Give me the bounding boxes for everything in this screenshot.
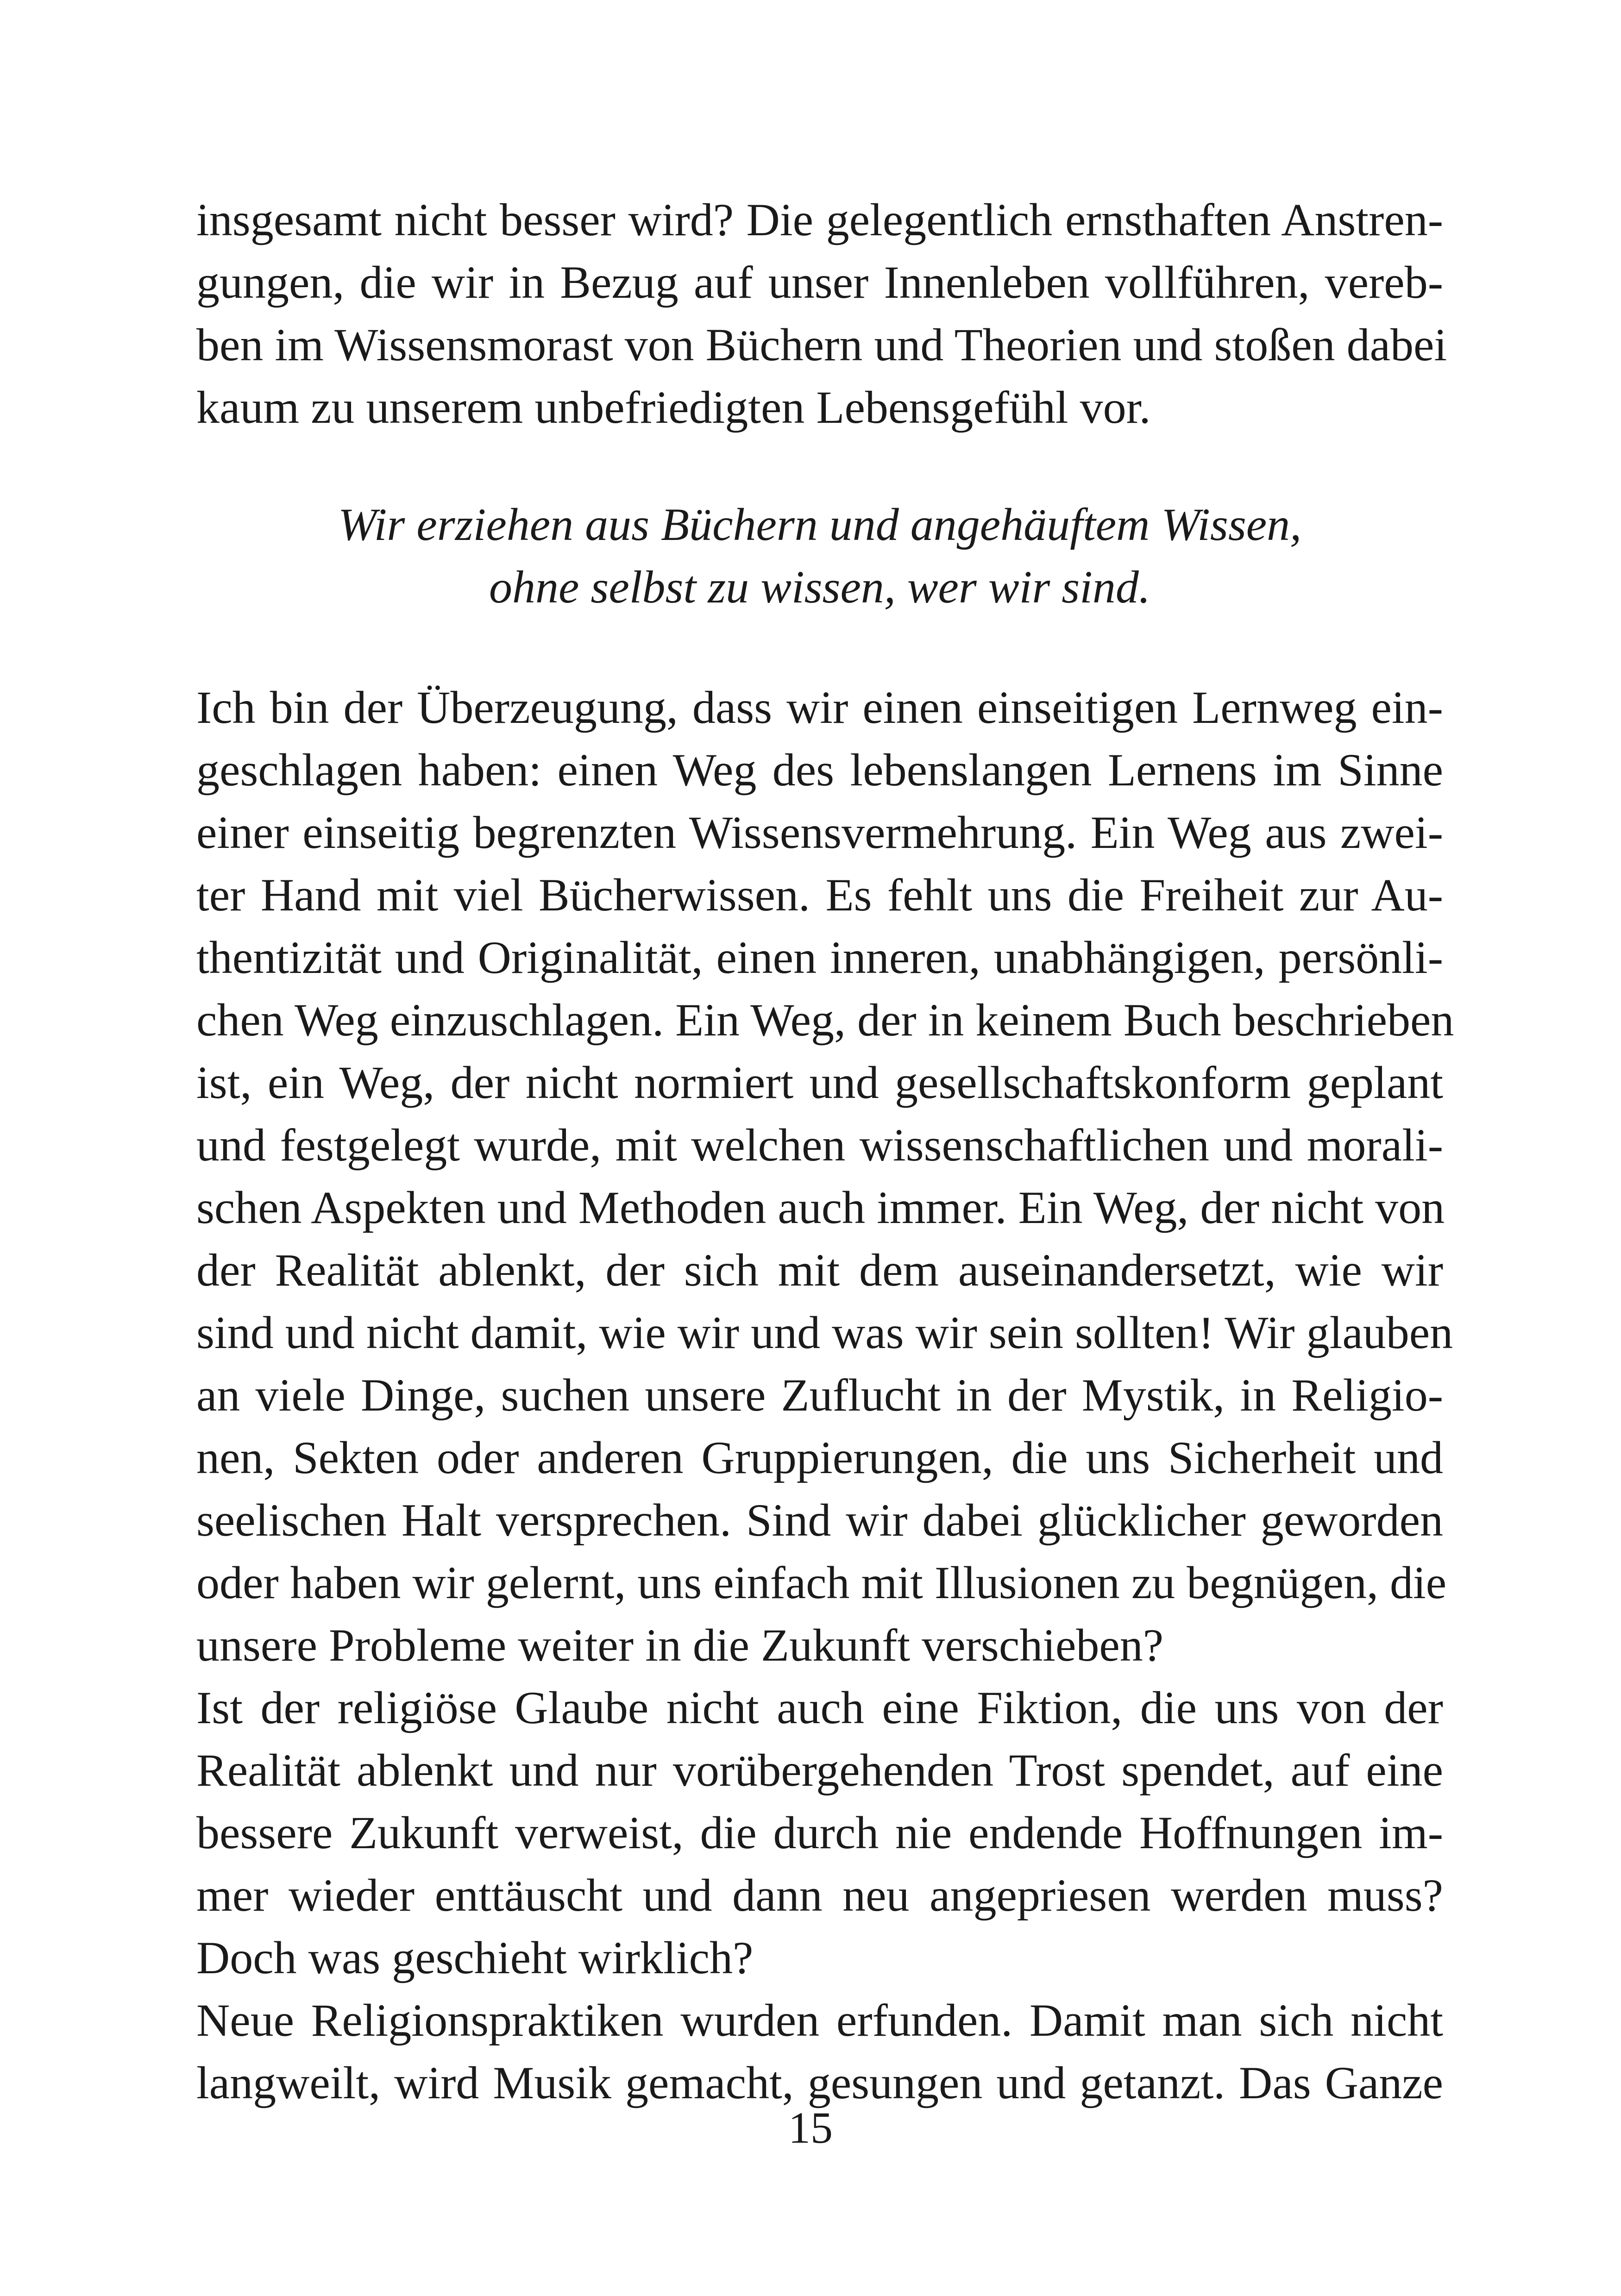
text-line: geschlagen haben: einen Weg des lebenslangen Lernens im Sinne [196,744,1443,796]
text-line: Doch was geschieht wirklich? [196,1932,754,1983]
text-line: thentizität und Originalität, einen inneren, unabhängigen, persönli- [196,932,1443,983]
paragraph-faith [196,1676,1443,1989]
text-line: langweilt, wird Musik gemacht, gesungen und getanzt. Das Ganze [196,2057,1443,2108]
text-line: Neue Religionspraktiken wurden erfunden. Damit man sich nicht [196,1995,1443,2046]
page-number: 15 [788,2103,833,2152]
text-line: oder haben wir gelernt, uns einfach mit Illusionen zu begnügen, die [196,1557,1447,1608]
text-line: ist, ein Weg, der nicht normiert und gesellschaftskonform geplant [196,1057,1443,1108]
text-line: Realität ablenkt und nur vorübergehenden Trost spendet, auf eine [196,1744,1443,1796]
text-line: einer einseitig begrenzten Wissensvermehrung. Ein Weg aus zwei- [196,807,1443,858]
quote-line: Wir erziehen aus Büchern und angehäuftem Wissen, [338,499,1302,550]
text-line: der Realität ablenkt, der sich mit dem auseinandersetzt, wie wir [196,1244,1443,1296]
text-line: ter Hand mit viel Bücherwissen. Es fehlt uns die Freiheit zur Au- [196,869,1443,921]
text-line: bessere Zukunft verweist, die durch nie endende Hoffnungen im- [196,1807,1443,1858]
text-line: kaum zu unserem unbefriedigten Lebensgefühl vor. [196,382,1151,433]
text-line: chen Weg einzuschlagen. Ein Weg, der in keinem Buch beschrieben [196,994,1454,1046]
text-line: unsere Probleme weiter in die Zukunft verschieben? [196,1619,1164,1671]
text-line: schen Aspekten und Methoden auch immer. Ein Weg, der nicht von [196,1182,1445,1233]
text-line: an viele Dinge, suchen unsere Zuflucht in der Mystik, in Religio- [196,1369,1443,1421]
text-line: gungen, die wir in Bezug auf unser Innenleben vollführen, vereb- [196,257,1443,308]
text-line: sind und nicht damit, wie wir und was wir sein sollten! Wir glauben [196,1307,1453,1358]
block-quote [196,493,1443,618]
text-line: Ist der religiöse Glaube nicht auch eine Fiktion, die uns von der [196,1682,1443,1733]
text-line: seelischen Halt versprechen. Sind wir dabei glücklicher geworden [196,1494,1443,1546]
text-line: mer wieder enttäuscht und dann neu angepriesen werden muss? [196,1869,1443,1921]
text-line: und festgelegt wurde, mit welchen wissenschaftlichen und morali- [196,1119,1443,1171]
paragraph-main [196,676,1454,1676]
text-line: insgesamt nicht besser wird? Die gelegentlich ernsthaften Anstren- [196,194,1443,245]
paragraph-practices [196,1989,1443,2114]
paragraph-intro [196,188,1447,439]
text-line: Ich bin der Überzeugung, dass wir einen einseitigen Lernweg ein- [196,682,1443,733]
text-line: ben im Wissensmorast von Büchern und Theorien und stoßen dabei [196,319,1447,370]
quote-line: ohne selbst zu wissen, wer wir sind. [489,561,1150,613]
text-line: nen, Sekten oder anderen Gruppierungen, die uns Sicherheit und [196,1432,1443,1483]
